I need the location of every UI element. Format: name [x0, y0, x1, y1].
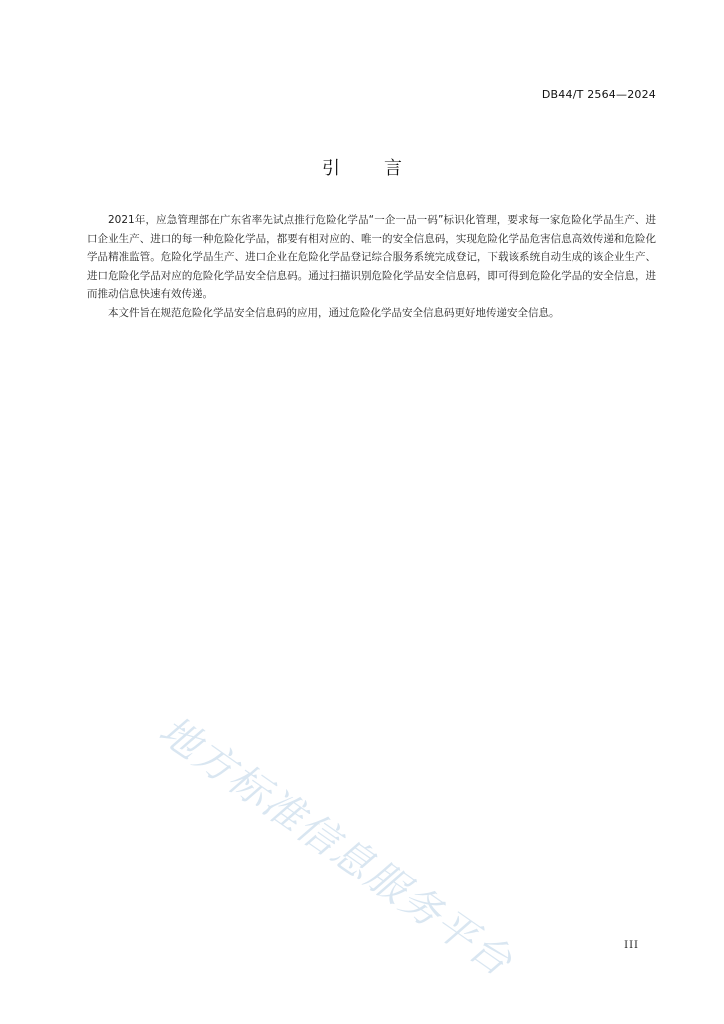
watermark: 地方标准信息服务平台 [150, 707, 521, 986]
document-code: DB44/T 2564—2024 [541, 88, 656, 101]
page-number: III [624, 940, 639, 951]
section-title: 引言 [322, 158, 446, 179]
paragraph-2: 本文件旨在规范危险化学品安全信息码的应用，通过危险化学品安全信息码更好地传递安全信息。 [108, 306, 560, 319]
body-text [87, 211, 656, 323]
paragraph-1: 2021年，应急管理部在广东省率先试点推行危险化学品“一企一品一码”标识化管理，要求每一家危险化学品生产、进口企业生产、进口的每一种危险化学品，都要有相对应的、唯一的安全信息码，实现危险化学品危害信息高效传递和危险化学品精准监管。危险化学品生产、进口企业在危险化学品登记综合服务系统完成登记，下载该系统自动生成的该企业生产、进口危险化学品对应的危险化学品安全信息码。通过扫描识别危险化学品安全信息码，即可得到危险化学品的安全信息，进而推动信息快速有效传递。 [87, 214, 656, 301]
